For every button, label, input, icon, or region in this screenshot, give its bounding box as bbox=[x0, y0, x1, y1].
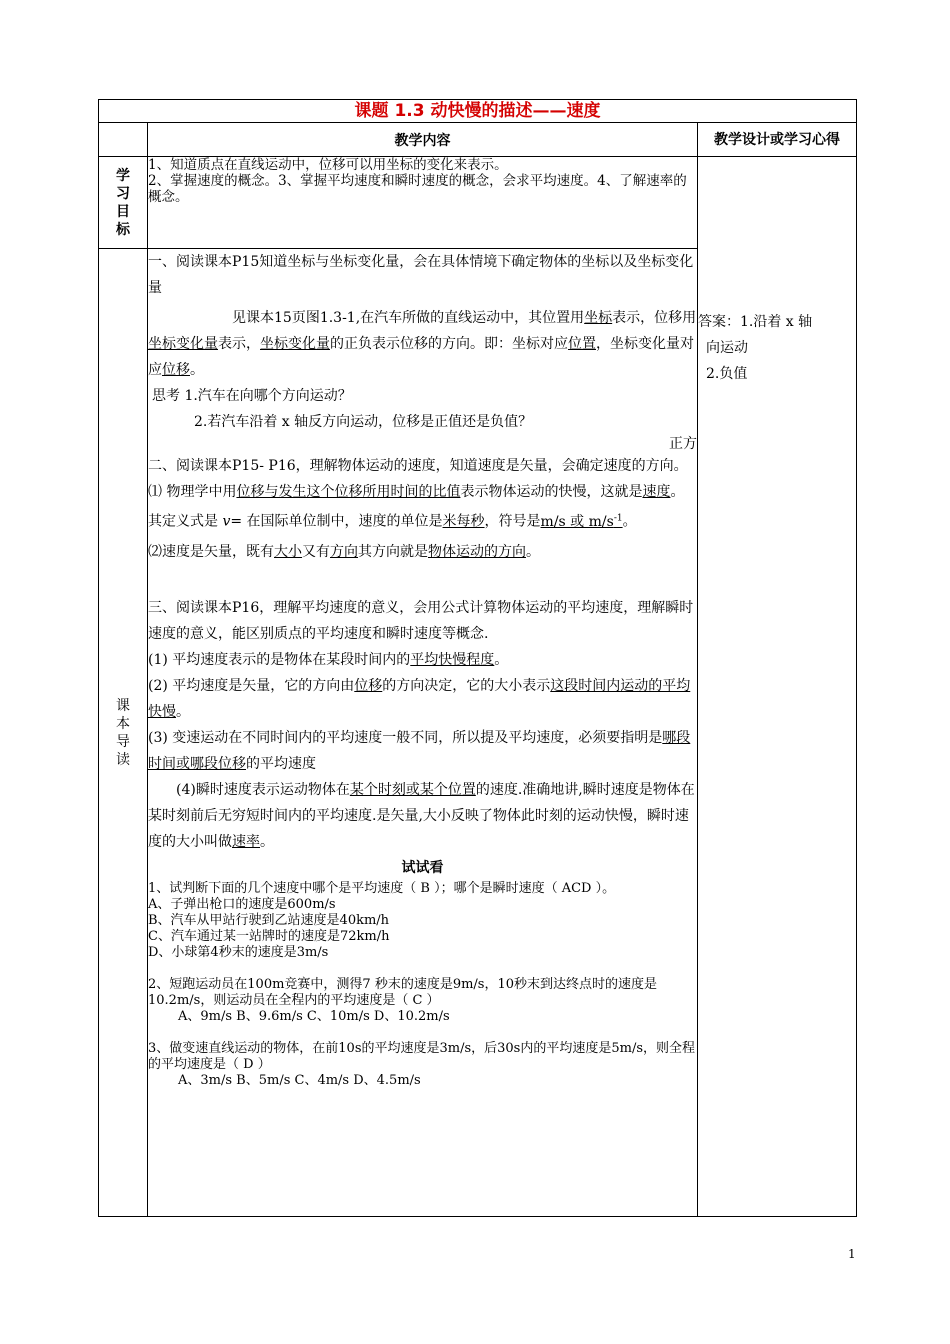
blank-average-speed: 平均快慢程度 bbox=[410, 651, 495, 668]
answer-line-3: 2.负值 bbox=[706, 366, 748, 382]
goal-1: 1、知道质点在直线运动中，位移可以用坐标的变化来表示。 bbox=[148, 157, 508, 173]
s3-heading: 三、阅读课本P16，理解平均速度的意义，会用公式计算物体运动的平均速度，理解瞬时速度的意义，能区别质点的平均速度和瞬时速度等概念. bbox=[148, 599, 694, 642]
s2-paragraph-2: ⑵速度是矢量，既有大小又有方向其方向就是物体运动的方向。 bbox=[148, 543, 540, 560]
blank-symbol: m/s 或 $m/s^{-1}$ bbox=[540, 513, 623, 530]
answer-cell bbox=[698, 157, 857, 1217]
s1-question-3: 正方 bbox=[669, 436, 697, 452]
s1-heading: 一、阅读课本P15知道坐标与坐标变化量，会在具体情境下确定物体的坐标以及坐标变化量 bbox=[148, 254, 694, 296]
goals-cell bbox=[148, 157, 698, 249]
trial-q3-options: A、3m/s B、5m/s C、4m/s D、4.5m/s bbox=[178, 1072, 421, 1088]
blank-time-or-displacement: 哪段时间或哪段位移 bbox=[148, 729, 691, 772]
blank-position: 位置 bbox=[568, 336, 596, 352]
trial-q1-option-c: C、汽车通过某一站牌时的速度是72km/h bbox=[148, 928, 390, 944]
s3-point-4: (4)瞬时速度表示运动物体在某个时刻或某个位置的速度.准确地讲,瞬时速度是物体在某时刻前后无穷短时间内的平均速度.是矢量,大小反映了物体此时刻的运动快慢，瞬时速度的大小叫做速率。 bbox=[148, 781, 695, 850]
s2-heading: 二、阅读课本P15- P16，理解物体运动的速度，知道速度是矢量，会确定速度的方向。 bbox=[148, 458, 688, 474]
trial-heading: 试试看 bbox=[401, 859, 444, 876]
trial-questions bbox=[148, 881, 697, 1089]
blank-velocity: 速度 bbox=[642, 484, 671, 500]
page-number: 1 bbox=[848, 1247, 856, 1261]
blank-displacement-2: 位移 bbox=[354, 677, 383, 694]
s3-point-2: (2) 平均速度是矢量，它的方向由位移的方向决定，它的大小表示这段时间内运动的平均快慢。 bbox=[148, 677, 691, 720]
blank-coord-change-2: 坐标变化量 bbox=[260, 336, 330, 352]
blank-unit: 米每秒 bbox=[442, 513, 485, 530]
lesson-title: 课题 1.3 动快慢的描述——速度 bbox=[99, 100, 857, 123]
trial-q2: 2、短跑运动员在100m竞赛中，测得7 秒末的速度是9m/s，10秒末到达终点时的速度是10.2m/s，则运动员在全程内的平均速度是（ C ） bbox=[148, 976, 658, 1008]
guide-label: 课本导读 bbox=[99, 249, 148, 1217]
s3-point-3: (3) 变速运动在不同时间内的平均速度一般不同，所以提及平均速度，必须要指明是哪段时间或哪段位移的平均速度 bbox=[148, 729, 691, 772]
s1-question-2: 2.若汽车沿着 x 轴反方向运动，位移是正值还是负值？ bbox=[194, 414, 533, 430]
s3-point-1: (1) 平均速度表示的是物体在某段时间内的平均快慢程度。 bbox=[148, 651, 509, 668]
trial-q1-option-a: A、子弹出枪口的速度是600m/s bbox=[148, 896, 336, 912]
s1-paragraph: 见课本15页图1.3-1,在汽车所做的直线运动中，其位置用坐标表示，位移用坐标变化量表示，坐标变化量的正负表示位移的方向。即：坐标对应位置，坐标变化量对应位移。 bbox=[148, 310, 697, 378]
trial-q1: 1、试判断下面的几个速度中哪个是平均速度（ B ）；哪个是瞬时速度（ ACD ）。 bbox=[148, 880, 616, 896]
answer-line-1: 答案：1.沿着 x 轴 bbox=[698, 314, 813, 330]
blank-magnitude: 大小 bbox=[274, 543, 302, 560]
lesson-table bbox=[98, 99, 857, 1217]
header-blank bbox=[99, 123, 148, 157]
s2-paragraph-1: ⑴ 物理学中用位移与发生这个位移所用时间的比值表示物体运动的快慢，这就是速度。其定义式是 v= 在国际单位制中，速度的单位是米每秒，符号是m/s 或 $m/s^{-1}$。 bbox=[148, 484, 685, 530]
trial-q3: 3、做变速直线运动的物体，在前10s的平均速度是3m/s，后30s内的平均速度是5m/s，则全程的平均速度是（ D ） bbox=[148, 1040, 695, 1072]
goal-2: 2、掌握速度的概念。3、掌握平均速度和瞬时速度的概念，会求平均速度。4、了解速率的概念。 bbox=[148, 173, 687, 205]
goals-label: 学习目标 bbox=[99, 157, 148, 249]
trial-q1-option-b: B、汽车从甲站行驶到乙站速度是40km/h bbox=[148, 912, 390, 928]
header-content: 教学内容 bbox=[148, 123, 698, 157]
trial-q1-option-d: D、小球第4秒末的速度是3m/s bbox=[148, 944, 329, 960]
answer-line-2: 向运动 bbox=[706, 340, 748, 356]
blank-coord-change-1: 坐标变化量 bbox=[148, 336, 218, 352]
blank-displacement: 位移 bbox=[162, 362, 190, 378]
header-design: 教学设计或学习心得 bbox=[698, 123, 857, 157]
blank-coordinate: 坐标 bbox=[584, 310, 613, 326]
blank-motion-direction: 物体运动的方向 bbox=[428, 543, 526, 560]
blank-moment: 某个时刻或某个位置 bbox=[349, 781, 476, 798]
s1-question-1: 思考 1.汽车在向哪个方向运动？ bbox=[152, 388, 352, 404]
blank-ratio: 位移与发生这个位移所用时间的比值 bbox=[236, 484, 461, 500]
blank-direction: 方向 bbox=[330, 543, 358, 560]
blank-speed: 速率 bbox=[232, 833, 260, 850]
blank-average-fast: 这段时间内运动的平均快慢 bbox=[148, 677, 691, 720]
trial-q2-options: A、9m/s B、9.6m/s C、10m/s D、10.2m/s bbox=[178, 1008, 450, 1024]
formula: v= bbox=[222, 513, 243, 530]
guide-cell bbox=[148, 249, 698, 1217]
